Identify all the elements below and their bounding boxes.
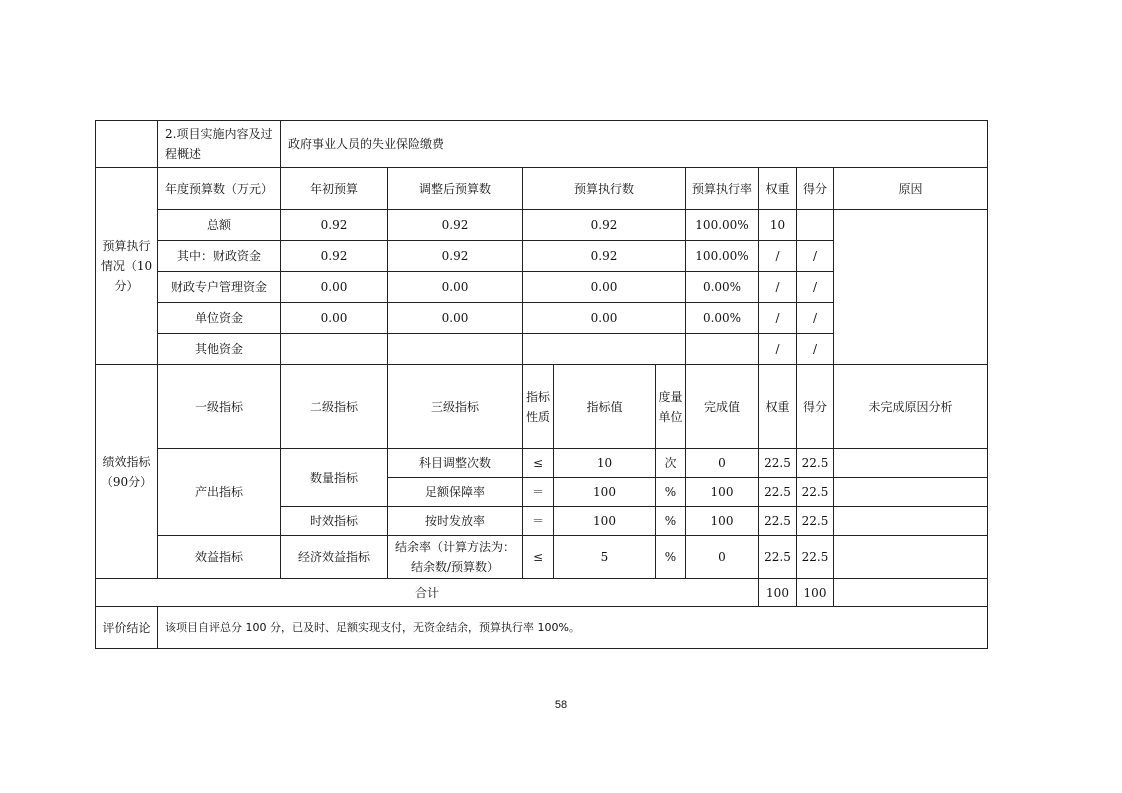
budget-row-adjusted bbox=[388, 334, 523, 365]
budget-row-adjusted: 0.00 bbox=[388, 303, 523, 334]
total-reason-cell bbox=[834, 579, 988, 607]
budget-row-adjusted: 0.00 bbox=[388, 272, 523, 303]
header-actual-value: 完成值 bbox=[686, 365, 759, 449]
project-content-text: 政府事业人员的失业保险缴费 bbox=[281, 121, 988, 168]
budget-row-weight: 10 bbox=[759, 210, 797, 241]
budget-row-weight: / bbox=[759, 303, 797, 334]
perf-row-unit: % bbox=[656, 478, 686, 507]
evaluation-table bbox=[95, 120, 988, 649]
header-weight: 权重 bbox=[759, 365, 797, 449]
budget-row-initial: 0.00 bbox=[281, 272, 388, 303]
perf-row-target: 5 bbox=[554, 536, 656, 579]
budget-row-score bbox=[797, 210, 834, 241]
perf-row-score: 22.5 bbox=[797, 449, 834, 478]
header-level1: 一级指标 bbox=[158, 365, 281, 449]
header-reason: 原因 bbox=[834, 168, 988, 210]
perf-row-nature: ＝ bbox=[523, 507, 554, 536]
budget-row-initial: 0.92 bbox=[281, 241, 388, 272]
perf-row-target: 10 bbox=[554, 449, 656, 478]
budget-row-score: / bbox=[797, 272, 834, 303]
header-level2: 二级指标 bbox=[281, 365, 388, 449]
benefit-indicator: 效益指标 bbox=[158, 536, 281, 579]
budget-row-executed: 0.00 bbox=[523, 303, 686, 334]
header-score: 得分 bbox=[797, 168, 834, 210]
budget-row-adjusted: 0.92 bbox=[388, 241, 523, 272]
perf-row-weight: 22.5 bbox=[759, 536, 797, 579]
budget-row-rate: 0.00% bbox=[686, 303, 759, 334]
header-incomplete-reason: 未完成原因分析 bbox=[834, 365, 988, 449]
budget-row-score: / bbox=[797, 334, 834, 365]
header-year-budget: 年度预算数（万元） bbox=[158, 168, 281, 210]
perf-row-indicator: 足额保障率 bbox=[388, 478, 523, 507]
perf-row-weight: 22.5 bbox=[759, 478, 797, 507]
perf-row-score: 22.5 bbox=[797, 536, 834, 579]
total-label: 合计 bbox=[96, 579, 759, 607]
header-weight: 权重 bbox=[759, 168, 797, 210]
header-adjusted-budget: 调整后预算数 bbox=[388, 168, 523, 210]
header-level3: 三级指标 bbox=[388, 365, 523, 449]
conclusion-text: 该项目自评总分 100 分，已及时、足额实现支付，无资金结余，预算执行率 100%。 bbox=[158, 607, 988, 649]
total-weight: 100 bbox=[759, 579, 797, 607]
perf-row-indicator: 按时发放率 bbox=[388, 507, 523, 536]
budget-row-executed bbox=[523, 334, 686, 365]
perf-row-reason bbox=[834, 507, 988, 536]
budget-reason-cell bbox=[834, 210, 988, 365]
perf-row-unit: 次 bbox=[656, 449, 686, 478]
budget-row-score: / bbox=[797, 303, 834, 334]
budget-row-initial bbox=[281, 334, 388, 365]
perf-row-reason bbox=[834, 536, 988, 579]
budget-section-label: 预算执行情况（10分） bbox=[96, 168, 158, 365]
perf-row-nature: ≤ bbox=[523, 449, 554, 478]
perf-row-actual: 100 bbox=[686, 507, 759, 536]
header-executed-budget: 预算执行数 bbox=[523, 168, 686, 210]
header-nature: 指标性质 bbox=[523, 365, 554, 449]
perf-row-unit: % bbox=[656, 507, 686, 536]
budget-row-name: 其中：财政资金 bbox=[158, 241, 281, 272]
project-content-label: 2.项目实施内容及过程概述 bbox=[158, 121, 281, 168]
perf-row-actual: 0 bbox=[686, 449, 759, 478]
budget-row-name: 总额 bbox=[158, 210, 281, 241]
budget-row-score: / bbox=[797, 241, 834, 272]
economic-benefit-indicator: 经济效益指标 bbox=[281, 536, 388, 579]
budget-row-initial: 0.00 bbox=[281, 303, 388, 334]
perf-row-target: 100 bbox=[554, 507, 656, 536]
budget-row-initial: 0.92 bbox=[281, 210, 388, 241]
budget-row-adjusted: 0.92 bbox=[388, 210, 523, 241]
conclusion-label: 评价结论 bbox=[96, 607, 158, 649]
budget-row-rate: 100.00% bbox=[686, 210, 759, 241]
quantity-indicator: 数量指标 bbox=[281, 449, 388, 507]
budget-row-rate: 100.00% bbox=[686, 241, 759, 272]
perf-row-score: 22.5 bbox=[797, 507, 834, 536]
page-number: 58 bbox=[554, 699, 568, 711]
perf-row-reason bbox=[834, 478, 988, 507]
header-score: 得分 bbox=[797, 365, 834, 449]
perf-row-target: 100 bbox=[554, 478, 656, 507]
budget-row-rate: 0.00% bbox=[686, 272, 759, 303]
header-target-value: 指标值 bbox=[554, 365, 656, 449]
budget-row-executed: 0.92 bbox=[523, 241, 686, 272]
budget-row-weight: / bbox=[759, 241, 797, 272]
perf-row-unit: % bbox=[656, 536, 686, 579]
budget-row-executed: 0.00 bbox=[523, 272, 686, 303]
perf-row-actual: 100 bbox=[686, 478, 759, 507]
perf-row-indicator: 结余率（计算方法为：结余数/预算数） bbox=[388, 536, 523, 579]
budget-row-name: 单位资金 bbox=[158, 303, 281, 334]
perf-row-actual: 0 bbox=[686, 536, 759, 579]
budget-row-executed: 0.92 bbox=[523, 210, 686, 241]
blank-cell bbox=[96, 121, 158, 168]
perf-row-weight: 22.5 bbox=[759, 449, 797, 478]
budget-row-weight: / bbox=[759, 272, 797, 303]
budget-row-weight: / bbox=[759, 334, 797, 365]
perf-row-indicator: 科目调整次数 bbox=[388, 449, 523, 478]
perf-section-label: 绩效指标（90分） bbox=[96, 365, 158, 579]
budget-row-rate bbox=[686, 334, 759, 365]
perf-row-weight: 22.5 bbox=[759, 507, 797, 536]
total-score: 100 bbox=[797, 579, 834, 607]
perf-row-reason bbox=[834, 449, 988, 478]
budget-row-name: 财政专户管理资金 bbox=[158, 272, 281, 303]
header-unit: 度量单位 bbox=[656, 365, 686, 449]
header-execution-rate: 预算执行率 bbox=[686, 168, 759, 210]
timeliness-indicator: 时效指标 bbox=[281, 507, 388, 536]
perf-row-score: 22.5 bbox=[797, 478, 834, 507]
output-indicator: 产出指标 bbox=[158, 449, 281, 536]
header-initial-budget: 年初预算 bbox=[281, 168, 388, 210]
perf-row-nature: ≤ bbox=[523, 536, 554, 579]
perf-row-nature: ＝ bbox=[523, 478, 554, 507]
budget-row-name: 其他资金 bbox=[158, 334, 281, 365]
